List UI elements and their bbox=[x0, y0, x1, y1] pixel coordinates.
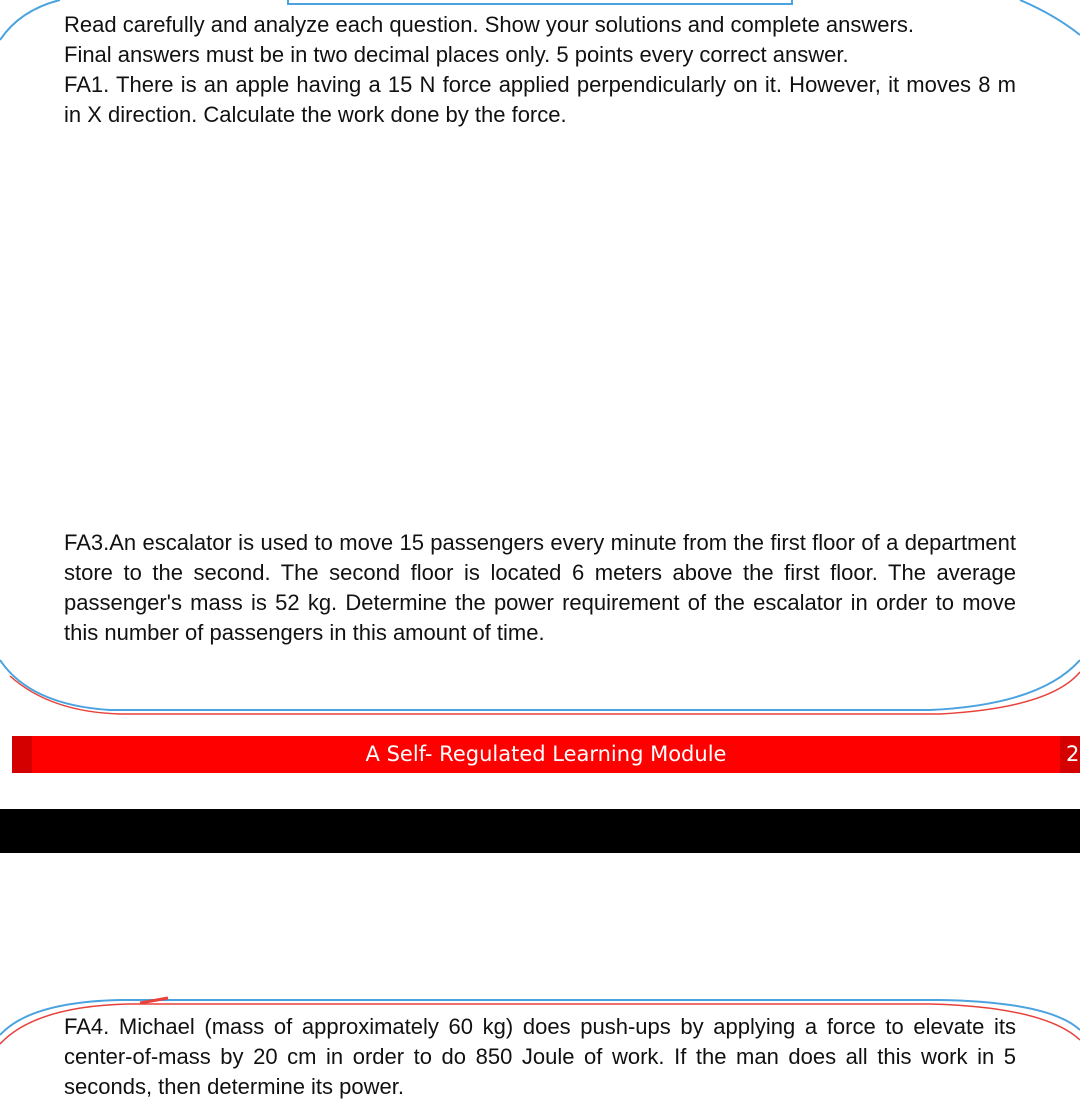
top-tab-outline bbox=[288, 0, 792, 4]
page-separator-band bbox=[0, 809, 1080, 853]
upper-card-bottom-red bbox=[10, 672, 1080, 714]
question-fa1-text: FA1. There is an apple having a 15 N force applied perpendicularly on it. However, it moves 8 m in X direction. Calculate the work done by the force. bbox=[64, 72, 1016, 127]
question-fa4-text: FA4. Michael (mass of approximately 60 kg) does push-ups by applying a force to elevate its center-of-mass by 20 cm in order to do 850 Joule of work. If the man does all this work in 5 seconds, then determine its power. bbox=[64, 1014, 1016, 1099]
question-fa1 bbox=[64, 70, 1016, 130]
instructions-line-2: Final answers must be in two decimal places only. 5 points every correct answer. bbox=[64, 42, 849, 67]
instructions-line-1: Read carefully and analyze each question. Show your solutions and complete answers. bbox=[64, 12, 914, 37]
page-number: 2 bbox=[1066, 742, 1080, 766]
upper-card-corner-top-left bbox=[0, 0, 60, 40]
lower-card-red-mark bbox=[140, 998, 168, 1003]
upper-card-corner-top-right bbox=[1020, 0, 1080, 35]
upper-card-bottom-blue bbox=[0, 660, 1080, 710]
footer-page-tab bbox=[1060, 736, 1080, 773]
question-fa3-text: FA3.An escalator is used to move 15 passengers every minute from the first floor of a department store to the second. The second floor is located 6 meters above the first floor. The average passenger's mass is 52 kg. Determine the power requirement of the escalator in order to move this number of passengers in this amount of time. bbox=[64, 530, 1016, 645]
question-fa3 bbox=[64, 528, 1016, 648]
footer-title: A Self- Regulated Learning Module bbox=[365, 742, 727, 766]
instructions bbox=[64, 10, 1016, 70]
question-fa4 bbox=[64, 1012, 1016, 1102]
footer-bar bbox=[12, 736, 1080, 773]
